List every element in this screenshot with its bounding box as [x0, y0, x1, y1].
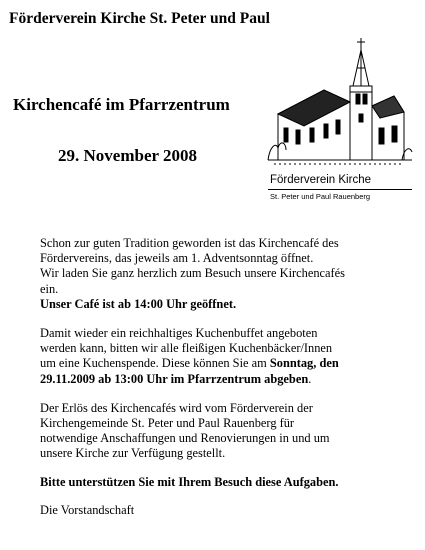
text-line: Der Erlös des Kirchencafés wird vom Förderverein der — [40, 400, 313, 415]
text-line: werden kann, bitten wir alle fleißigen Kuchenbäcker/Innen — [40, 341, 333, 356]
text-line: um eine Kuchenspende. Diese können Sie am — [40, 356, 270, 371]
paragraph-intro — [40, 236, 415, 312]
event-date: 29. November 2008 — [58, 146, 197, 165]
donation-time: 29.11.2009 ab 13:00 Uhr im Pfarrzentrum abgeben — [40, 371, 309, 386]
opening-hours: Unser Café ist ab 14:00 Uhr geöffnet. — [40, 296, 237, 311]
association-logo — [264, 36, 416, 204]
paragraph-proceeds — [40, 401, 415, 462]
organization-heading: Förderverein Kirche St. Peter und Paul — [9, 10, 270, 27]
paragraph-appeal — [40, 475, 415, 490]
church-illustration-icon — [264, 36, 416, 172]
text-line: Wir laden Sie ganz herzlich zum Besuch unsere Kirchencafés — [40, 266, 346, 281]
text-line: ein. — [40, 281, 59, 296]
text-line: unsere Kirche zur Verfügung gestellt. — [40, 446, 226, 461]
logo-divider — [268, 189, 412, 190]
logo-title: Förderverein Kirche — [270, 174, 371, 186]
text-line: Schon zur guten Tradition geworden ist das Kirchencafé des — [40, 236, 339, 250]
event-title: Kirchencafé im Pfarrzentrum — [13, 95, 230, 114]
logo-subtitle: St. Peter und Paul Rauenberg — [270, 192, 371, 201]
donation-day: Sonntag, den — [269, 356, 339, 371]
letter-body — [40, 236, 415, 518]
signature: Die Vorstandschaft — [40, 502, 135, 517]
text-line: Damit wieder ein reichhaltiges Kuchenbuffet angeboten — [40, 326, 318, 341]
paragraph-cake-donation — [40, 326, 415, 387]
text-line: Fördervereins, das jeweils am 1. Adventsonntag öffnet. — [40, 251, 314, 266]
appeal-text: Bitte unterstützen Sie mit Ihrem Besuch diese Aufgaben. — [40, 474, 339, 489]
text-period: . — [308, 371, 312, 386]
text-line: Kirchengemeinde St. Peter und Paul Rauenberg für — [40, 416, 295, 431]
text-line: notwendige Anschaffungen und Renovierungen in und um — [40, 431, 330, 446]
